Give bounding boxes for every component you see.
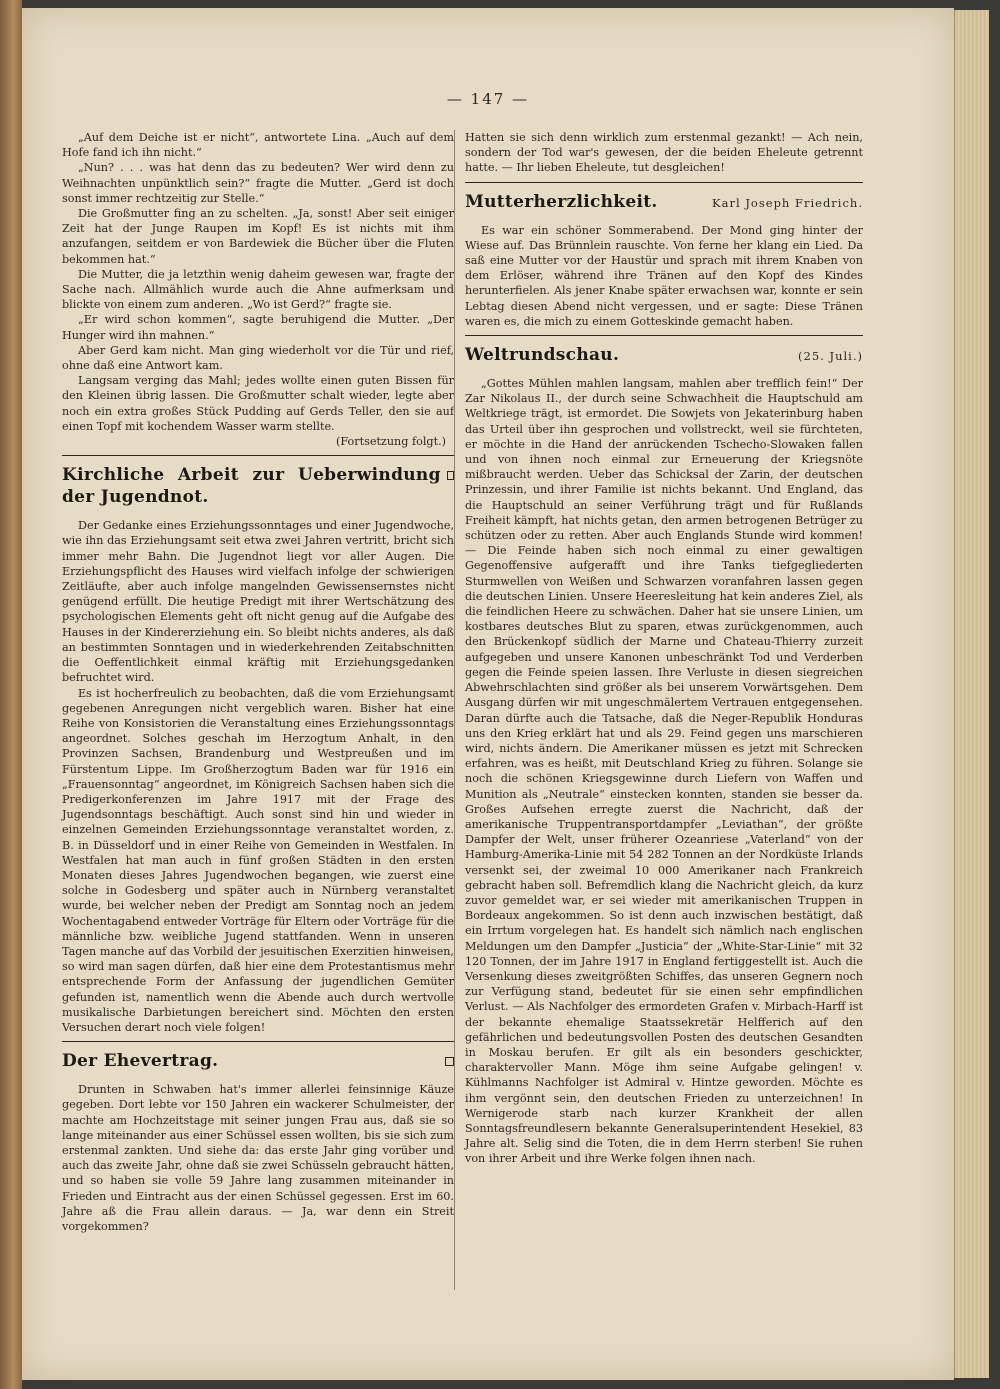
section-header-ehevertrag bbox=[62, 1050, 454, 1072]
section-divider bbox=[62, 1041, 454, 1042]
author-name: Karl Joseph Friedrich. bbox=[712, 195, 863, 210]
section-title-weltrundschau: Weltrundschau. bbox=[465, 345, 620, 366]
section-header-mutterherz bbox=[465, 191, 863, 213]
right-column bbox=[454, 130, 863, 1290]
section-header-kirchliche bbox=[62, 464, 454, 508]
section-title-ehevertrag: Der Ehevertrag. bbox=[62, 1051, 219, 1072]
section-divider bbox=[465, 335, 863, 336]
left-column bbox=[62, 130, 454, 1234]
story-paragraph: „Er wird schon kommen“, sagte beruhigend die Mutter. „Der Hunger wird ihn mahnen.“ bbox=[62, 313, 454, 342]
story-paragraph: Aber Gerd kam nicht. Man ging wiederholt vor die Tür und rief, ohne daß eine Antwort kam. bbox=[62, 343, 454, 373]
story-paragraph: Langsam verging das Mahl; jedes wollte einen guten Bissen für den Kleinen übrig lassen. Die Großmutter schalt wieder, legte aber noch ein extra großes Stück Pudding auf Gerds Teller, den sie auf einen Topf mit kochendem Wasser warm stellte. bbox=[62, 374, 454, 433]
article-paragraph: Es war ein schöner Sommerabend. Der Mond ging hinter der Wiese auf. Das Brünnlein rauschte. Von ferne her klang ein Lied. Da saß eine Mutter vor der Haustür und sprach mit ihrem Knaben von dem Erlöser, während ihre Tränen auf den Kopf des Kindes herunterfielen. Als jener Knabe später erwachsen war, konnte er sein Lebtag diesen Abend nicht vergessen, und er sagte: Diese Tränen waren es, die mich zu einem Gotteskinde gemacht haben. bbox=[465, 223, 863, 328]
page-number: — 147 — bbox=[446, 90, 530, 108]
section-date: (25. Juli.) bbox=[798, 349, 863, 364]
article-paragraph: „Gottes Mühlen mahlen langsam, mahlen aber trefflich fein!“ Der Zar Nikolaus II., der durch seine Schwachheit die Hauptschuld am Weltkriege trägt, ist ermordet. Die Sowjets von Jekaterinburg haben das Urteil über ihn gesprochen und vollstreckt, weil sie fürchteten, er möchte in die Hand der anrückenden Tschecho-Slowaken fallen und von ihnen noch einmal zur Erneuerung der Kriegsnöte mißbraucht werden. Ueber das Schicksal der Zarin, der deutschen Prinzessin, und ihrer Familie ist nichts bekannt. Und England, das die Hauptschuld an seiner Verführung trägt und für Rußlands Freiheit kämpft, hat nichts getan, den armen betrogenen Betrüger zu schützen oder zu retten. Aber auch Englands Stunde wird kommen! — Die Feinde haben sich noch einmal zu einer gewaltigen Gegenoffensive aufgerafft und ihre Tanks tiefgegliederten Sturmwellen von Weißen und Schwarzen voranfahren lassen gegen die deutschen Linien. Unsere Heeresleitung hat kein anderes Ziel, als die feindlichen Heere zu schwächen. Daher hat sie unsere Linien, um kostbares deutsches Blut zu sparen, etwas zurückgenommen, auch den Brückenkopf südlich der Marne und Chateau-Thierry zurzeit aufgegeben und unsere Kanonen unbeschränkt Tod und Verderben gegen die Feinde speien lassen. Ihre Verluste in diesen siegreichen Abwehrschlachten sind größer als bei unserem Vorwärtsgehen. Dem Ausgang dürfen wir mit ungeschmälertem Vertrauen entgegensehen. Daran dürfte auch die Tatsache, daß die Neger-Republik Honduras uns den Krieg erklärt hat und als 29. Feind gegen uns marschieren wird, nichts ändern. Die Amerikaner müssen es jetzt mit Schrecken erfahren, was es heißt, mit Deutschland Krieg zu führen. Solange sie noch die schönen Kriegsgewinne durch Liefern von Waffen und Munition als „Neutrale“ einstecken konnten, standen sie besser da. Großes Aufsehen erregte zuerst die Nachricht, daß der amerikanische Truppentransportdampfer „Leviathan“, der größte Dampfer der Welt, unser früherer Ozeanriese „Vaterland“ von der Hamburg-Amerika-Linie mit 54 282 Tonnen an der Nordküste Irlands versenkt sei, der zweimal 10 000 Amerikaner nach Frankreich gebracht haben soll. Befremdlich klang die Nachricht gleich, da kurz zuvor gemeldet war, er sei wieder mit amerikanischen Truppen in Bordeaux angekommen. So ist denn auch inzwischen bestätigt, daß ein Irrtum vorgelegen hat. Es handelt sich nämlich nach englischen Meldungen um den Dampfer „Justicia“ der „White-Star-Linie“ mit 32 120 Tonnen, der im Jahre 1917 in England fertiggestellt ist. Auch die Versenkung dieses zweitgrößten Schiffes, das unseren Gegnern noch zur Verfügung stand, bedeutet für sie einen sehr empfindlichen Verlust. — Als Nachfolger des ermordeten Grafen v. Mirbach-Harff ist der bekannte ehemalige Staatssekretär Helfferich auf den gefährlichen und bedeutungsvollen Posten des deutschen Gesandten in Moskau berufen. Er gilt als ein besonders geschickter, charaktervoller Mann. Möge ihm seine Aufgabe gelingen! v. Kühlmanns Nachfolger ist Admiral v. Hintze geworden. Möchte es ihm vergönnt sein, den deutschen Frieden zu unterzeichnen! In Wernigerode starb nach kurzer Krankheit der allen Sonntagsfreundlesern bekannte Generalsuperintendent Hesekiel, 83 Jahre alt. Selig sind die Toten, die in dem Herrn sterben! Sie ruhen von ihrer Arbeit und ihre Werke folgen ihnen nach. bbox=[465, 377, 863, 1166]
section-title-kirchliche: Kirchliche Arbeit zur Ueberwindung der Jugendnot. bbox=[62, 465, 441, 508]
story-paragraph: „Nun? . . . was hat denn das zu bedeuten? Wer wird denn zu Weihnachten unpünktlich sein?“ fragte die Mutter. „Gerd ist doch sonst immer rechtzeitig zur Stelle.“ bbox=[62, 161, 454, 205]
story-paragraph: Die Großmutter fing an zu schelten. „Ja, sonst! Aber seit einiger Zeit hat der Junge Raupen im Kopf! Es ist nichts mit ihm anzufangen, seitdem er von Bardewiek die Bücher über die Fluten bekommen hat.“ bbox=[62, 207, 454, 266]
book-spine-background bbox=[0, 0, 22, 1389]
section-divider bbox=[465, 182, 863, 183]
square-ornament-icon bbox=[445, 1057, 454, 1066]
story-paragraph: Die Mutter, die ja letzthin wenig daheim gewesen war, fragte der Sache nach. Allmählich wurde auch die Ahne aufmerksam und blickte von einem zum anderen. „Wo ist Gerd?“ fragte sie. bbox=[62, 267, 454, 312]
section-header-weltrundschau bbox=[465, 344, 863, 366]
article-paragraph: Der Gedanke eines Erziehungssonntages und einer Jugendwoche, wie ihn das Erziehungsamt seit etwa zwei Jahren vertritt, bricht sich immer mehr Bahn. Die Jugendnot liegt vor aller Augen. Die Erziehungspflicht des Hauses wird vielfach infolge der schwierigen Zeitläufte, aber auch infolge mangelnden Gewissensernstes nicht genügend erfüllt. Die heutige Predigt mit ihrer Wertschätzung des psychologischen Elements geht oft nicht genug auf die Aufgabe des Hauses in der Kindererziehung ein. So bleibt nichts anderes, als daß an bestimmten Sonntagen und in wiederkehrenden Zeitabschnitten die Oeffentlichkeit einmal kräftig mit Erziehungsgedanken befruchtet wird. bbox=[62, 519, 454, 685]
article-paragraph: Hatten sie sich denn wirklich zum erstenmal gezankt! — Ach nein, sondern der Tod war's gewesen, der die beiden Eheleute getrennt hatte. — Ihr lieben Eheleute, tut desgleichen! bbox=[465, 131, 863, 175]
article-paragraph: Es ist hocherfreulich zu beobachten, daß die vom Erziehungsamt gegebenen Anregungen nicht vergeblich waren. Bisher hat eine Reihe von Konsistorien die Veranstaltung eines Erziehungssonntags angeordnet. Solches geschah im Herzogtum Anhalt, in den Provinzen Sachsen, Brandenburg und Westpreußen und im Fürstentum Lippe. Im Großherzogtum Baden war für 1916 ein „Frauensonntag“ angeordnet, im Königreich Sachsen haben sich die Predigerkonferenzen im Jahre 1917 mit der Frage des Jugendsonntags beschäftigt. Auch sonst sind hin und wieder in einzelnen Gemeinden Erziehungssonntage veranstaltet worden, z. B. in Düsseldorf und in einer Reihe von Gemeinden in Westfalen. In Westfalen hat man auch in fünf großen Städten in den ersten Monaten dieses Jahres Jugendwochen begangen, wie zuerst eine solche in Godesberg und später auch in Nürnberg veranstaltet wurde, bei welcher neben der Predigt am Sonntag noch an jedem Wochentagabend entweder Vorträge für Eltern oder Vorträge für die männliche bzw. weibliche Jugend stattfanden. Wenn in unseren Tagen manche auf das Vorbild der jesuitischen Exerzitien hinweisen, so wird man sagen dürfen, daß hier eine dem Protestantismus mehr entsprechende Form der Anfassung der jugendlichen Gemüter gefunden ist, namentlich wenn die Abende auch durch wertvolle musikalische Darbietungen bereichert sind. Möchten den ersten Versuchen derart noch viele folgen! bbox=[62, 686, 454, 1034]
continuation-note: (Fortsetzung folgt.) bbox=[335, 435, 446, 449]
section-title-mutterherz: Mutterherzlichkeit. bbox=[465, 191, 658, 212]
book-page bbox=[22, 8, 954, 1380]
page-edges bbox=[954, 10, 989, 1378]
section-divider bbox=[62, 455, 454, 456]
article-paragraph: Drunten in Schwaben hat's immer allerlei feinsinnige Käuze gegeben. Dort lebte vor 150 Jahren ein wackerer Schulmeister, der machte am Hochzeitstage mit seiner jungen Frau aus, daß sie so lange miteinander aus einer Schüssel essen wollten, bis sie sich zum erstenmal zankten. Und siehe da: das erste Jahr ging vorüber und auch das zweite Jahr, ohne daß sie zwei Schüsseln gebraucht hätten, und so haben sie volle 59 Jahre lang zusammen miteinander in Frieden und Eintracht aus der einen Schüssel gegessen. Erst im 60. Jahre aß die Frau allein daraus. — Ja, war denn ein Streit vorgekommen? bbox=[62, 1083, 454, 1233]
story-paragraph: „Auf dem Deiche ist er nicht“, antwortete Lina. „Auch auf dem Hofe fand ich ihn nicht.“ bbox=[62, 131, 454, 160]
square-ornament-icon bbox=[447, 471, 454, 480]
